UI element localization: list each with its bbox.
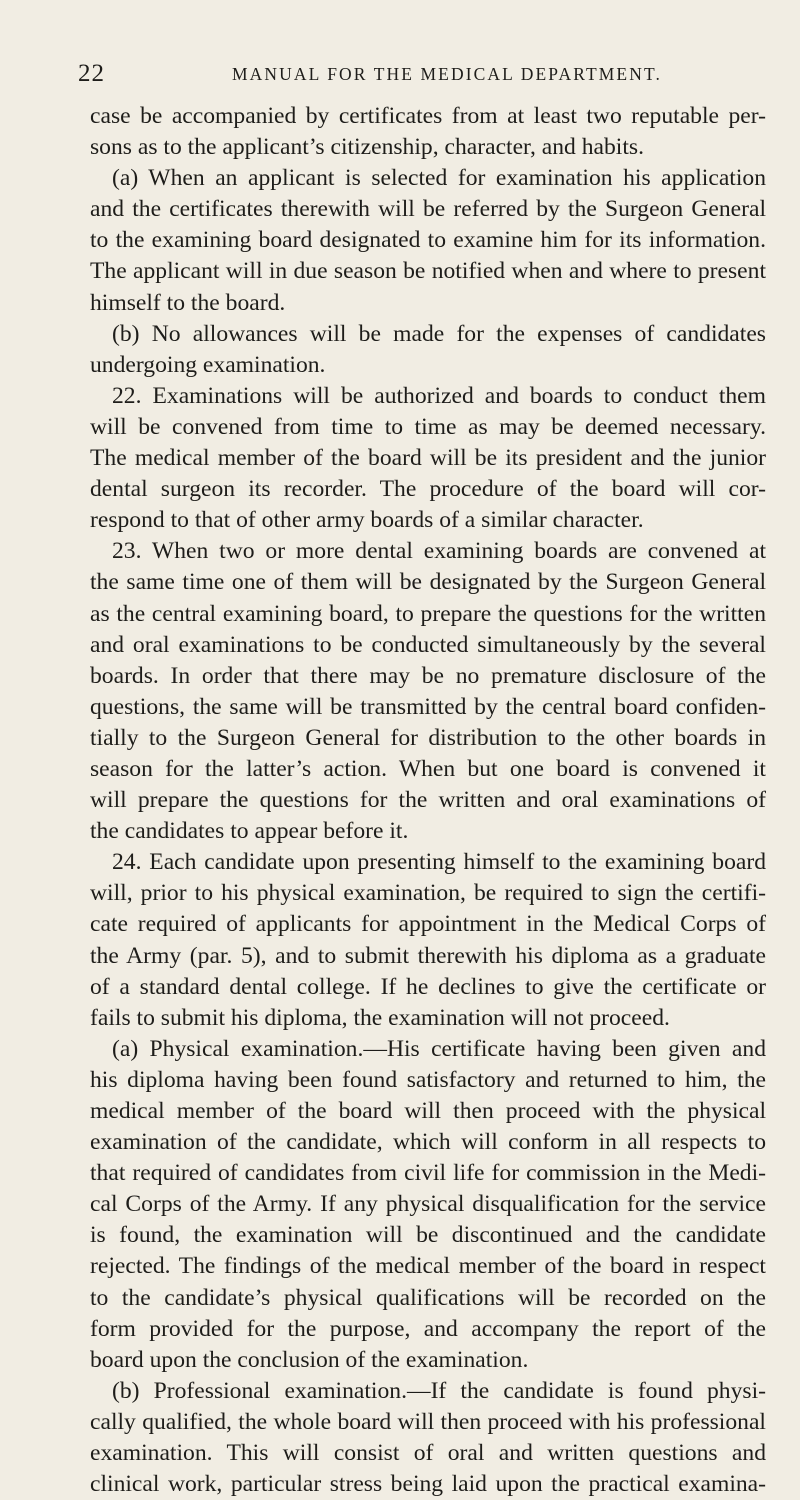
body-text (90, 101, 766, 1500)
text-line: the same time one of them will be designated by the Surgeon General (90, 569, 766, 596)
text-line: will be convened from time to time as may be deemed necessary. (90, 413, 766, 440)
page-number: 22 (78, 60, 105, 87)
text-line: (a) Physical examination.—His certificate having been given and (112, 1035, 766, 1062)
text-line: examination of the candidate, which will conform in all respects to (90, 1129, 766, 1156)
text-line: undergoing examination. (90, 351, 326, 378)
text-line: respond to that of other army boards of a similar character. (90, 507, 644, 534)
text-line: season for the latter’s action. When but one board is convened it (90, 755, 766, 782)
text-line: questions, the same will be transmitted by the central board confiden- (90, 693, 766, 720)
text-line: rejected. The findings of the medical member of the board in respect (90, 1253, 766, 1280)
text-line: board upon the conclusion of the examination. (90, 1346, 529, 1373)
text-line: to the candidate’s physical qualifications will be recorded on the (90, 1284, 766, 1311)
text-line: cal Corps of the Army. If any physical disqualification for the service (90, 1191, 766, 1218)
text-line: himself to the board. (90, 289, 286, 316)
text-line: his diploma having been found satisfactory and returned to him, the (90, 1066, 766, 1093)
text-line: examination. This will consist of oral and written questions and (90, 1440, 766, 1467)
text-line: The medical member of the board will be its president and the junior (90, 445, 766, 472)
text-line: that required of candidates from civil life for commission in the Medi- (90, 1160, 766, 1187)
text-line: fails to submit his diploma, the examination will not proceed. (90, 1004, 670, 1031)
text-line: and the certificates therewith will be referred by the Surgeon General (90, 196, 766, 223)
text-line: cally qualified, the whole board will then proceed with his professional (90, 1408, 766, 1435)
text-line: boards. In order that there may be no premature disclosure of the (90, 662, 766, 689)
text-line: (b) Professional examination.—If the candidate is found physi- (112, 1377, 766, 1404)
text-line: tially to the Surgeon General for distribution to the other boards in (90, 724, 766, 751)
running-header (78, 60, 770, 90)
running-title: MANUAL FOR THE MEDICAL DEPARTMENT. (232, 64, 662, 84)
text-line: The applicant will in due season be notified when and where to present (90, 258, 766, 285)
text-line: dental surgeon its recorder. The procedure of the board will cor- (90, 476, 766, 503)
text-line: (a) When an applicant is selected for examination his application (112, 165, 766, 192)
text-line: the Army (par. 5), and to submit therewith his diploma as a graduate (90, 942, 766, 969)
text-line: as the central examining board, to prepare the questions for the written (90, 600, 766, 627)
text-line: 22. Examinations will be authorized and boards to conduct them (112, 382, 766, 409)
text-line: the candidates to appear before it. (90, 818, 409, 845)
text-line: 24. Each candidate upon presenting himself to the examining board (112, 849, 766, 876)
text-line: cate required of applicants for appointment in the Medical Corps of (90, 911, 766, 938)
text-line: medical member of the board will then proceed with the physical (90, 1098, 766, 1124)
text-line: is found, the examination will be discontinued and the candidate (90, 1222, 766, 1249)
text-line: of a standard dental college. If he declines to give the certificate or (90, 973, 766, 1000)
text-line: clinical work, particular stress being laid upon the practical examina- (90, 1471, 766, 1498)
text-line: case be accompanied by certificates from at least two reputable per- (90, 103, 766, 129)
text-line: to the examining board designated to examine him for its information. (90, 227, 766, 254)
text-line: (b) No allowances will be made for the expenses of candidates (112, 320, 766, 347)
text-line: 23. When two or more dental examining boards are convened at (112, 538, 766, 565)
text-line: will prepare the questions for the written and oral examinations of (90, 787, 766, 814)
text-line: form provided for the purpose, and accompany the report of the (90, 1315, 766, 1342)
text-line: and oral examinations to be conducted simultaneously by the several (90, 631, 766, 658)
text-line: sons as to the applicant’s citizenship, character, and habits. (90, 134, 644, 161)
text-line: will, prior to his physical examination, be required to sign the certifi- (90, 880, 766, 907)
